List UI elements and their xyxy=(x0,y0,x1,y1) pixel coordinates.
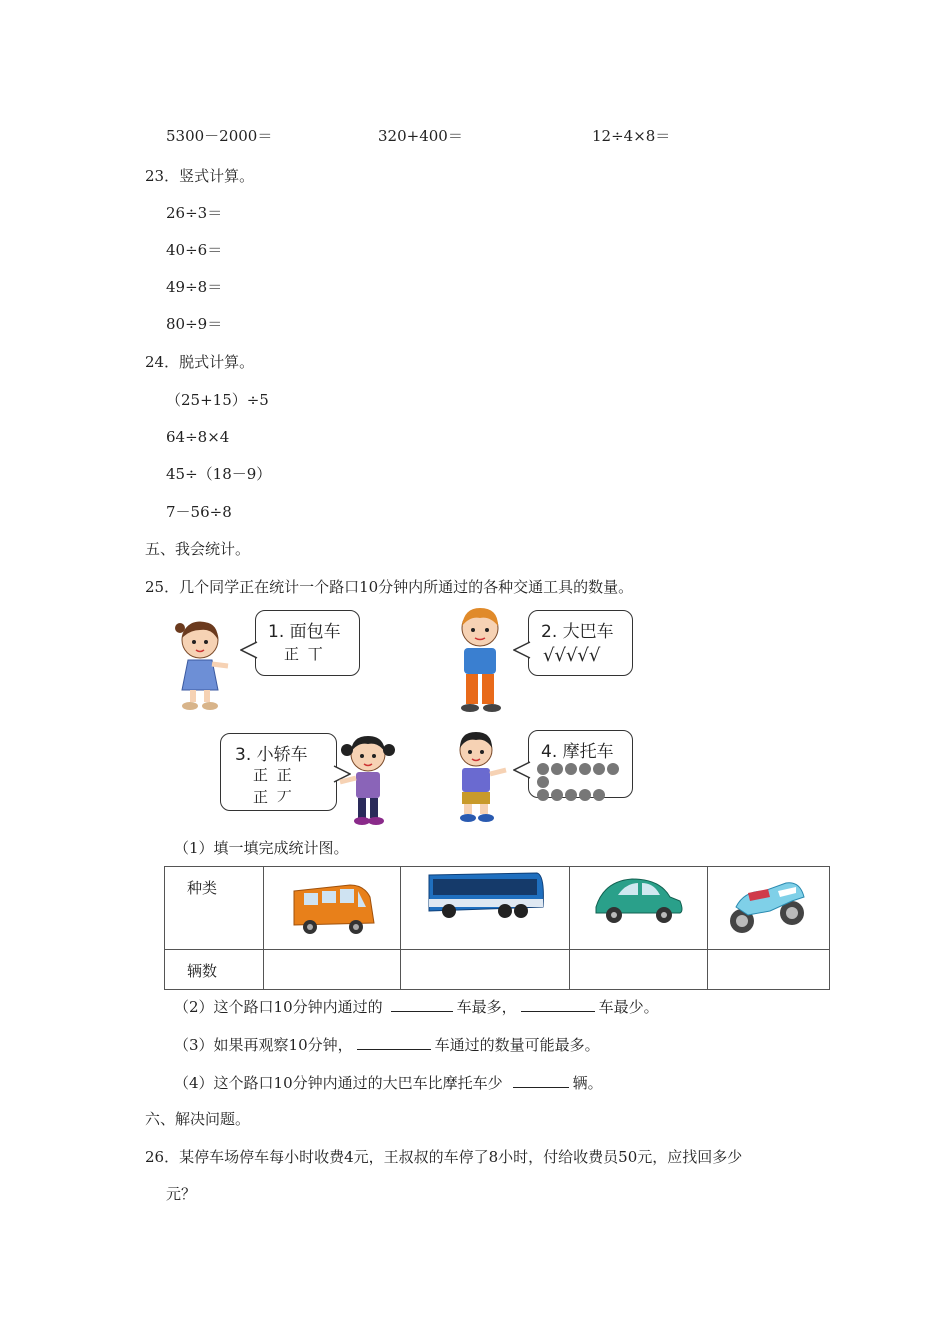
tally-dot xyxy=(607,763,619,775)
calc-item: 12÷4×8＝ xyxy=(592,127,671,145)
q24-item: 45÷（18－9） xyxy=(166,465,272,483)
q23-item: 40÷6＝ xyxy=(166,241,223,259)
tally-dot xyxy=(537,776,549,788)
sub3-text-a: （3）如果再观察10分钟， xyxy=(174,1036,353,1054)
tally-bubble-car xyxy=(220,733,337,811)
vehicle-cell-car xyxy=(570,867,708,950)
row-header-type: 种类 xyxy=(165,867,264,950)
vehicle-cell-van xyxy=(264,867,401,950)
answer-blank-most[interactable] xyxy=(391,997,453,1012)
q24-item: 7－56÷8 xyxy=(166,503,232,521)
sub2-text-a: （2）这个路口10分钟内通过的 xyxy=(174,998,383,1016)
subquestion-2 xyxy=(174,997,659,1017)
vehicle-cell-bus xyxy=(401,867,570,950)
bus-icon xyxy=(401,867,569,945)
tally-dot xyxy=(579,789,591,801)
tally-bubble-van xyxy=(255,610,360,676)
sub4-text-b: 辆。 xyxy=(572,1074,603,1092)
car-icon xyxy=(570,867,707,945)
q23-item: 26÷3＝ xyxy=(166,204,223,222)
bubble-label: 2. 大巴车 xyxy=(541,622,614,642)
motorcycle-count-dots xyxy=(537,763,633,802)
girl-avatar-2 xyxy=(336,728,406,828)
question-25-title: 25．几个同学正在统计一个路口10分钟内所通过的各种交通工具的数量。 xyxy=(145,578,634,596)
question-23-title: 23．竖式计算。 xyxy=(145,167,255,185)
question-24-title: 24．脱式计算。 xyxy=(145,353,255,371)
q23-item: 80÷9＝ xyxy=(166,315,223,333)
vehicle-cell-motorcycle xyxy=(708,867,830,950)
bubble-label: 1. 面包车 xyxy=(268,622,341,642)
sub2-text-c: 车最少。 xyxy=(598,998,659,1016)
motorcycle-icon xyxy=(708,867,829,945)
q24-item: 64÷8×4 xyxy=(166,428,230,446)
statistics-table xyxy=(164,866,830,990)
sub4-text-a: （4）这个路口10分钟内通过的大巴车比摩托车少 xyxy=(174,1074,503,1092)
tally-dot xyxy=(593,763,605,775)
subquestion-1: （1）填一填完成统计图。 xyxy=(174,839,349,857)
tally-dot xyxy=(551,789,563,801)
answer-blank-difference[interactable] xyxy=(513,1073,569,1088)
boy-avatar-2 xyxy=(446,728,512,824)
calc-item: 5300－2000＝ xyxy=(166,127,273,145)
tally-dot xyxy=(593,789,605,801)
girl-avatar-1 xyxy=(168,614,238,714)
tally-marks: 正 丆 xyxy=(253,788,294,806)
tally-dot xyxy=(537,763,549,775)
bubble-tail xyxy=(513,760,531,780)
section-six-heading: 六、解决问题。 xyxy=(145,1110,251,1128)
sub3-text-b: 车通过的数量可能最多。 xyxy=(434,1036,600,1054)
question-26-line1: 26．某停车场停车每小时收费4元，王叔叔的车停了8小时，付给收费员50元，应找回多少 xyxy=(145,1148,743,1166)
count-cell-bus[interactable] xyxy=(401,950,570,990)
sub2-text-b: 车最多， xyxy=(456,998,517,1016)
q23-item: 49÷8＝ xyxy=(166,278,223,296)
answer-blank-least[interactable] xyxy=(521,997,595,1012)
answer-blank-predict[interactable] xyxy=(357,1035,431,1050)
tally-dot xyxy=(565,789,577,801)
boy-avatar-1 xyxy=(448,604,512,714)
tally-marks: 正 丅 xyxy=(284,645,325,663)
tally-dot xyxy=(579,763,591,775)
bubble-tail xyxy=(240,640,258,660)
count-cell-van[interactable] xyxy=(264,950,401,990)
tally-dot xyxy=(565,763,577,775)
subquestion-4 xyxy=(174,1073,603,1093)
section-five-heading: 五、我会统计。 xyxy=(145,540,251,558)
tally-dot xyxy=(551,763,563,775)
tally-dot xyxy=(537,789,549,801)
row-header-count: 辆数 xyxy=(165,950,264,990)
check-marks: √√√√√ xyxy=(543,645,601,666)
bubble-tail xyxy=(513,640,531,660)
q24-item: （25+15）÷5 xyxy=(166,391,269,409)
tally-bubble-bus xyxy=(528,610,633,676)
count-cell-motorcycle[interactable] xyxy=(708,950,830,990)
tally-bubble-motorcycle xyxy=(528,730,633,798)
subquestion-3 xyxy=(174,1035,600,1055)
bubble-label: 3. 小轿车 xyxy=(235,745,308,765)
van-icon xyxy=(264,867,400,945)
tally-marks: 正 正 xyxy=(253,766,294,784)
calc-item: 320+400＝ xyxy=(378,127,463,145)
question-26-line2: 元？ xyxy=(166,1185,197,1203)
count-cell-car[interactable] xyxy=(570,950,708,990)
bubble-label: 4. 摩托车 xyxy=(541,742,614,762)
